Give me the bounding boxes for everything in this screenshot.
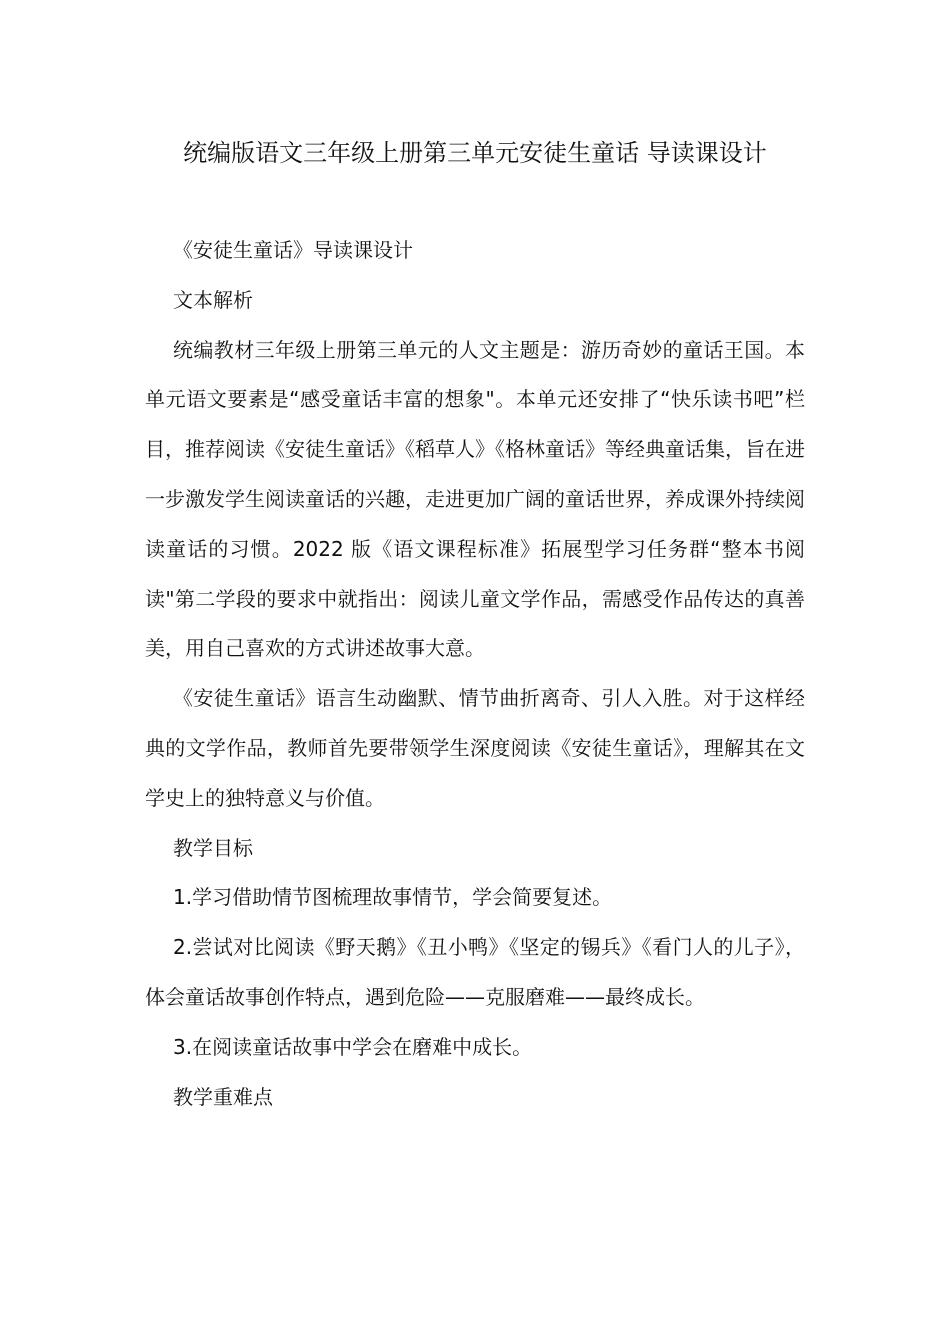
section-heading-teaching-goals: 教学目标: [173, 835, 253, 860]
body-paragraph: 统编教材三年级上册第三单元的人文主题是：游历奇妙的童话王国。本单元语文要素是“感受童话丰富的想象"。本单元还安排了“快乐读书吧”栏目，推荐阅读《安徒生童话》《稻草人》《格林童话》等经典童话集，旨在进一步激发学生阅读童话的兴趣，走进更加广阔的童话世界，养成课外持续阅读童话的习惯。2022 版《语文课程标准》拓展型学习任务群“整本书阅读"第二学段的要求中就指出：阅读儿童文学作品，需感受作品传达的真善美，用自己喜欢的方式讲述故事大意。: [145, 337, 805, 661]
subtitle-paragraph: 《安徒生童话》导读课设计: [173, 238, 413, 262]
document-title: 统编版语文三年级上册第三单元安徒生童话 导读课设计: [183, 139, 767, 167]
document-body: [145, 226, 805, 1122]
section-heading-text-analysis: 文本解析: [173, 287, 253, 312]
section-heading-key-points: 教学重难点: [173, 1084, 273, 1109]
body-paragraph: 《安徒生童话》语言生动幽默、情节曲折离奇、引人入胜。对于这样经典的文学作品，教师首先要带领学生深度阅读《安徒生童话》，理解其在文学史上的独特意义与价值。: [145, 686, 805, 810]
goal-item: 1.学习借助情节图梳理故事情节，学会简要复述。: [173, 885, 613, 910]
goal-item: 3.在阅读童话故事中学会在磨难中成长。: [173, 1034, 533, 1059]
goal-item: 2.尝试对比阅读《野天鹅》《丑小鸭》《坚定的锡兵》《看门人的儿子》，体会童话故事创作特点，遇到危险——克服磨难——最终成长。: [145, 935, 805, 1009]
